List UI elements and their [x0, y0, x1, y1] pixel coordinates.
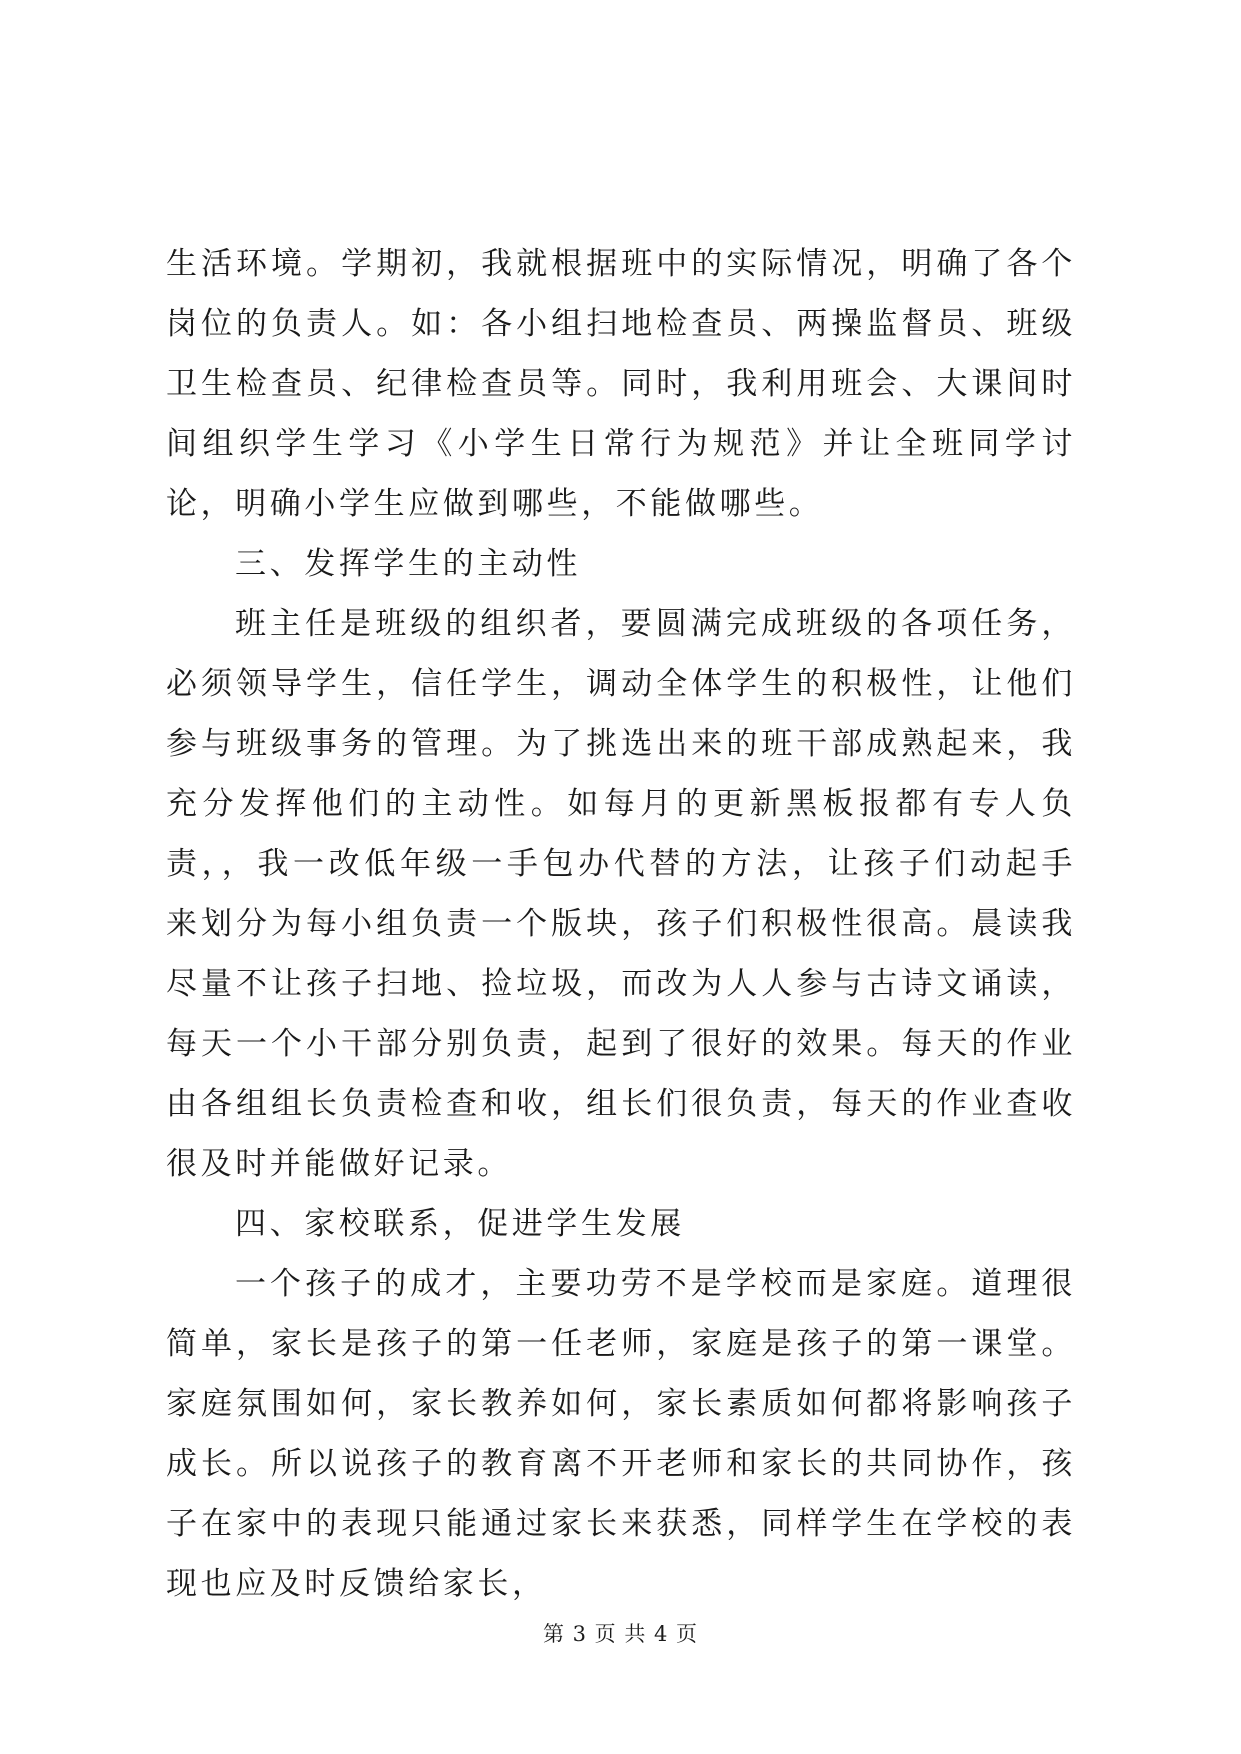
paragraph-continued: 生活环境。学期初，我就根据班中的实际情况，明确了各个岗位的负责人。如：各小组扫地检查员、两操监督员、班级卫生检查员、纪律检查员等。同时，我利用班会、大课间时间组织学生学习《小学生日常行为规范》并让全班同学讨论，明确小学生应做到哪些，不能做哪些。: [166, 246, 1076, 522]
document-body: [166, 234, 1076, 1614]
paragraph-home-school: 一个孩子的成才，主要功劳不是学校而是家庭。道理很简单，家长是孩子的第一任老师，家庭是孩子的第一课堂。家庭氛围如何，家长教养如何，家长素质如何都将影响孩子成长。所以说孩子的教育离不开老师和家长的共同协作，孩子在家中的表现只能通过家长来获悉，同样学生在学校的表现也应及时反馈给家长，: [166, 1266, 1076, 1602]
section-heading-4: 四、家校联系，促进学生发展: [235, 1206, 685, 1242]
section-heading-3: 三、发挥学生的主动性: [235, 546, 581, 582]
paragraph-student-initiative: 班主任是班级的组织者，要圆满完成班级的各项任务，必须领导学生，信任学生，调动全体学生的积极性，让他们参与班级事务的管理。为了挑选出来的班干部成熟起来，我充分发挥他们的主动性。如每月的更新黑板报都有专人负责，，我一改低年级一手包办代替的方法，让孩子们动起手来划分为每小组负责一个版块，孩子们积极性很高。晨读我尽量不让孩子扫地、捡垃圾，而改为人人参与古诗文诵读，每天一个小干部分别负责，起到了很好的效果。每天的作业由各组组长负责检查和收，组长们很负责，每天的作业查收很及时并能做好记录。: [166, 606, 1076, 1182]
page-footer: 第 3 页 共 4 页: [542, 1622, 699, 1646]
